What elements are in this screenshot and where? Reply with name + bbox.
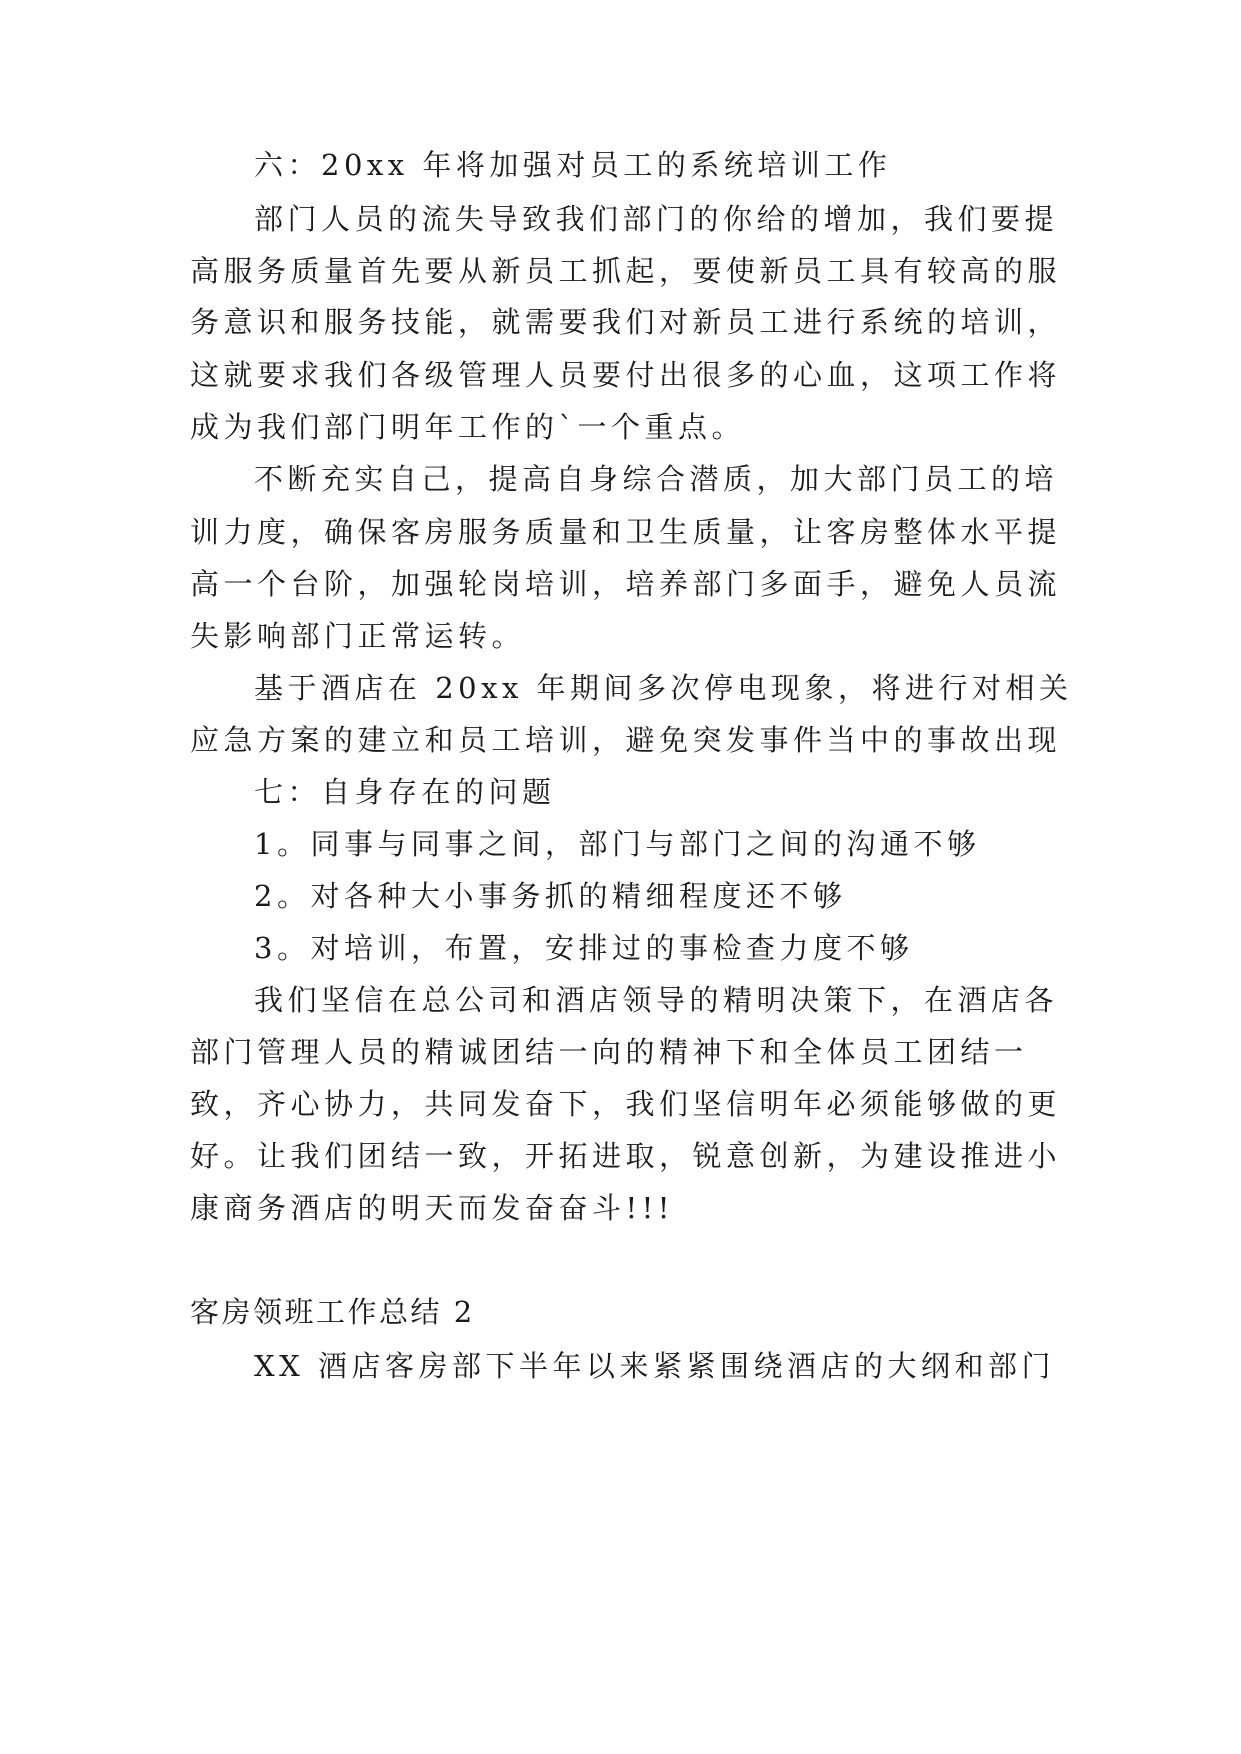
paragraph-line: 部门人员的流失导致我们部门的你给的增加，我们要提	[254, 202, 1059, 236]
paragraph-line: 成为我们部门明年工作的`一个重点。	[190, 410, 746, 444]
paragraph-line: 高一个台阶，加强轮岗培训，培养部门多面手，避免人员流	[190, 567, 1062, 601]
paragraph-line: 基于酒店在 20xx 年期间多次停电现象，将进行对相关	[254, 671, 1073, 705]
document-title: 客房领班工作总结 2	[190, 1295, 475, 1329]
paragraph-line: 训力度，确保客房服务质量和卫生质量，让客房整体水平提	[190, 515, 1062, 549]
paragraph-line: 致，齐心协力，共同发奋下，我们坚信明年必须能够做的更	[190, 1087, 1062, 1121]
section-heading-seven: 七：自身存在的问题	[254, 775, 556, 809]
paragraph-line: XX 酒店客房部下半年以来紧紧围绕酒店的大纲和部门	[254, 1349, 1056, 1383]
paragraph-line: 应急方案的建立和员工培训，避免突发事件当中的事故出现	[190, 723, 1062, 757]
paragraph-line: 不断充实自己，提高自身综合潜质，加大部门员工的培	[254, 462, 1059, 496]
paragraph-line: 康商务酒店的明天而发奋奋斗!!!	[190, 1191, 674, 1225]
list-item: 2。对各种大小事务抓的精细程度还不够	[254, 879, 847, 913]
paragraph-line: 务意识和服务技能，就需要我们对新员工进行系统的培训，	[190, 305, 1062, 339]
section-heading-six: 六：20xx 年将加强对员工的系统培训工作	[254, 148, 892, 182]
paragraph-line: 失影响部门正常运转。	[190, 619, 526, 653]
list-item: 1。同事与同事之间，部门与部门之间的沟通不够	[254, 827, 981, 861]
paragraph-line: 高服务质量首先要从新员工抓起，要使新员工具有较高的服	[190, 254, 1062, 288]
paragraph-line: 这就要求我们各级管理人员要付出很多的心血，这项工作将	[190, 358, 1062, 392]
paragraph-line: 部门管理人员的精诚团结一向的精神下和全体员工团结一	[190, 1035, 1028, 1069]
paragraph-line: 我们坚信在总公司和酒店领导的精明决策下，在酒店各	[254, 983, 1059, 1017]
list-item: 3。对培训，布置，安排过的事检查力度不够	[254, 931, 914, 965]
paragraph-line: 好。让我们团结一致，开拓进取，锐意创新，为建设推进小	[190, 1139, 1062, 1173]
